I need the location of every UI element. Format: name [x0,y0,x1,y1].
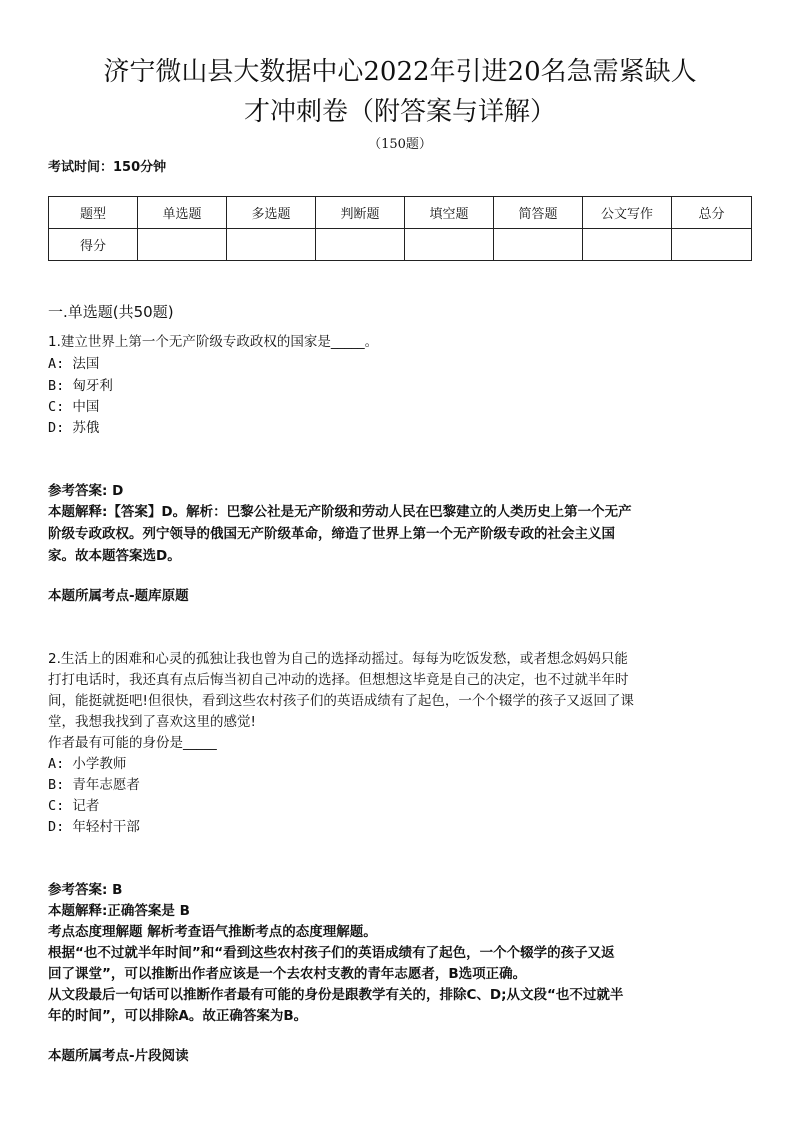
score-cell [583,229,672,261]
q1-stem: 1.建立世界上第一个无产阶级专政政权的国家是_____。 [48,334,379,350]
q1-option-a: A: 法国 [48,356,100,372]
score-table-header: 题型 [49,197,138,229]
score-cell [494,229,583,261]
score-table-header-row [49,197,752,229]
score-table-header: 多选题 [227,197,316,229]
score-table-header: 总分 [672,197,752,229]
q1-explanation-line: 家。故本题答案选D。 [48,548,181,564]
q1-knowledge-point: 本题所属考点-题库原题 [48,588,189,604]
q1-explanation-line: 阶级专政政权。列宁领导的俄国无产阶级革命，缔造了世界上第一个无产阶级专政的社会主义国 [48,526,615,542]
score-cell [138,229,227,261]
score-table-header: 公文写作 [583,197,672,229]
q2-option-c: C: 记者 [48,798,100,814]
q2-explanation-line: 考点态度理解题 解析考查语气推断考点的态度理解题。 [48,924,377,940]
score-table [48,196,752,261]
score-cell [405,229,494,261]
q2-question: 作者最有可能的身份是_____ [48,735,217,751]
score-table-score-row [49,229,752,261]
exam-time: 考试时间：150分钟 [48,160,167,175]
q2-stem-line: 堂，我想我找到了喜欢这里的感觉! [48,714,256,730]
document-title-line1: 济宁微山县大数据中心2022年引进20名急需紧缺人 [103,57,697,87]
q2-explanation-line: 回了课堂”，可以推断出作者应该是一个去农村支教的青年志愿者，B选项正确。 [48,966,527,982]
score-table-header: 简答题 [494,197,583,229]
q1-option-c: C: 中国 [48,399,100,415]
score-cell [672,229,752,261]
score-table-header: 单选题 [138,197,227,229]
score-table-header: 填空题 [405,197,494,229]
score-table-header: 判断题 [316,197,405,229]
section-title: 一.单选题(共50题) [48,303,174,321]
q1-option-d: D: 苏俄 [48,420,100,436]
q2-explanation-line: 年的时间”，可以排除A。故正确答案为B。 [48,1008,308,1024]
q2-stem-line: 间，能挺就挺吧!但很快，看到这些农村孩子们的英语成绩有了起色，一个个辍学的孩子又返回了课 [48,693,634,709]
q2-stem-line: 2.生活上的困难和心灵的孤独让我也曾为自己的选择动摇过。每每为吃饭发愁，或者想念妈妈只能 [48,651,628,667]
q2-explanation-line: 本题解释:正确答案是 B [48,903,190,919]
score-cell [227,229,316,261]
q2-option-b: B: 青年志愿者 [48,777,140,793]
q2-answer: 参考答案: B [48,882,123,898]
q2-explanation-line: 从文段最后一句话可以推断作者最有可能的身份是跟教学有关的，排除C、D;从文段“也不过就半 [48,987,624,1003]
q2-explanation-line: 根据“也不过就半年时间”和“看到这些农村孩子们的英语成绩有了起色，一个个辍学的孩子又返 [48,945,615,961]
document-title-line2: 才冲刺卷（附答案与详解） [243,97,556,127]
q2-option-a: A: 小学教师 [48,756,127,772]
score-cell [316,229,405,261]
q1-answer: 参考答案: D [48,483,124,499]
score-row-label: 得分 [49,229,138,261]
q2-option-d: D: 年轻村干部 [48,819,140,835]
q2-knowledge-point: 本题所属考点-片段阅读 [48,1048,189,1064]
question-count: （150题） [368,137,432,152]
q1-option-b: B: 匈牙利 [48,378,113,394]
q2-stem-line: 打打电话时，我还真有点后悔当初自己冲动的选择。但想想这毕竟是自己的决定，也不过就半年时 [48,672,629,688]
q1-explanation-line: 本题解释:【答案】D。解析：巴黎公社是无产阶级和劳动人民在巴黎建立的人类历史上第一个无产 [48,504,632,520]
